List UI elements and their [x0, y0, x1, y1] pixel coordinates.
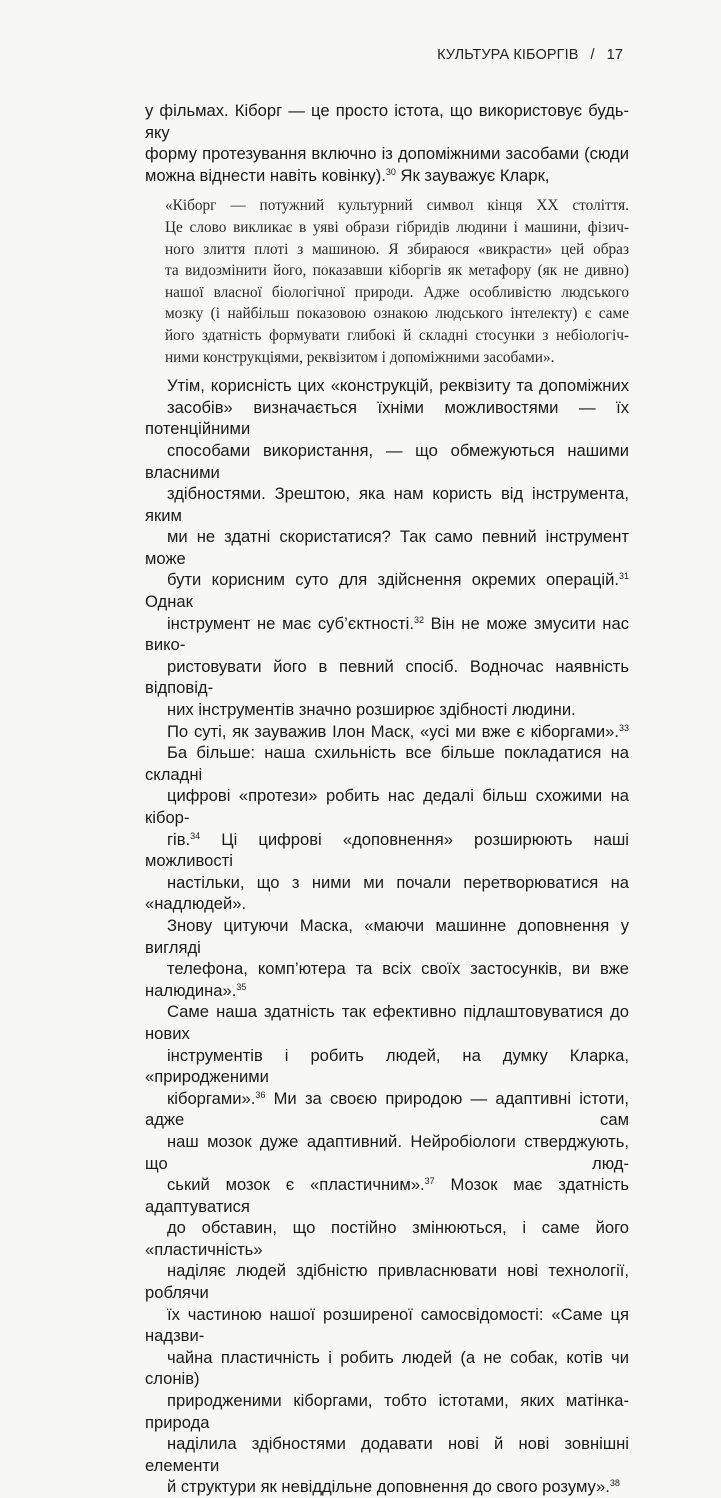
text-line: Ба більше: наша схильність все більше покладатися на складні	[145, 743, 629, 784]
quote-line: нашої власної біологічної природи. Адже особливістю людського	[165, 283, 629, 301]
quote-line: Це слово викликає в уяві образи гібридів людини і машини, фізич-	[165, 218, 629, 236]
text-fragment: інструмент не має суб’єктності.	[167, 613, 414, 633]
text-line: настільки, що з ними ми почали перетворюватися на «надлюдей».	[145, 872, 629, 914]
text-fragment: кіборгами».	[167, 1088, 256, 1108]
text-line: Утім, корисність цих «конструкцій, реквізиту та допоміжних	[167, 376, 629, 396]
text-fragment: Мозок має здатність адаптуватися	[145, 1175, 629, 1216]
quote-line: його здатність формувати глибокі й складні стосунки з небіологіч-	[165, 326, 629, 344]
text-line: інструментів і робить людей, на думку Кларка, «природженими	[145, 1045, 629, 1087]
running-header	[437, 47, 623, 63]
paragraph-2	[145, 375, 629, 721]
text-line: наділяє людей здібністю привласнювати нові технології, роблячи	[145, 1261, 629, 1303]
main-text	[145, 100, 629, 1498]
text-line	[145, 1174, 629, 1217]
footnote-ref-30[interactable]: 30	[385, 166, 396, 177]
footnote-ref-31[interactable]: 31	[618, 571, 629, 582]
text-line: наділила здібностями додавати нові й нові зовнішні елементи	[145, 1434, 629, 1475]
text-line: ми не здатні скористатися? Так само певний інструмент може	[145, 527, 629, 568]
text-fragment: й структури як невіддільне доповнення до свого розуму».	[167, 1477, 610, 1497]
text-line	[145, 1476, 629, 1498]
footnote-ref-33[interactable]: 33	[618, 722, 629, 733]
paragraph-3	[145, 721, 629, 1002]
text-fragment: можна віднести навіть ковінку).	[145, 165, 386, 185]
text-line: форму протезування включно із допоміжними засобами (сюди	[145, 144, 629, 164]
text-line	[145, 1088, 629, 1131]
text-fragment: Він не може змусити нас вико-	[145, 613, 629, 655]
text-line	[145, 829, 629, 872]
text-line	[145, 569, 629, 612]
text-line: чайна пластичність і робить людей (а не собак, котів чи слонів)	[145, 1347, 629, 1389]
paragraph-1	[145, 100, 629, 186]
text-line: природженими кіборгами, тобто істотами, яких матінка-природа	[145, 1391, 629, 1432]
text-fragment: Ці цифрові «доповнення» розширюють наші можливості	[145, 829, 629, 871]
footnote-ref-38[interactable]: 38	[609, 1478, 620, 1489]
text-line	[145, 613, 629, 656]
text-line: у фільмах. Кіборг — це просто істота, що використовує будь-яку	[145, 101, 629, 142]
text-line: до обставин, що постійно змінюються, і саме його «пластичність»	[145, 1218, 629, 1259]
text-fragment: гів.	[167, 829, 191, 849]
text-line: ристовувати його в певний спосіб. Водночас наявність відповід-	[145, 656, 629, 698]
header-separator: /	[590, 47, 595, 63]
text-line: засобів» визначається їхніми можливостями — їх потенційними	[145, 397, 629, 439]
block-quote	[165, 195, 629, 368]
text-fragment: Однак	[145, 592, 193, 612]
text-line: їх частиною нашої розширеної самосвідомості: «Саме ця надзви-	[145, 1304, 629, 1346]
text-line: Знову цитуючи Маска, «маючи машинне доповнення у вигляді	[145, 915, 629, 957]
text-fragment: По суті, як зауважив Ілон Маск, «усі ми вже є кіборгами».	[167, 721, 619, 741]
footnote-ref-37[interactable]: 37	[424, 1176, 435, 1187]
text-line: способами використання, — що обмежуються нашими власними	[145, 440, 629, 482]
text-line	[145, 165, 629, 187]
text-fragment: бути корисним суто для здійснення окремих операцій.	[167, 570, 619, 590]
chapter-title: КУЛЬТУРА КІБОРГІВ	[437, 47, 579, 63]
text-line: цифрові «протези» робить нас дедалі більш схожими на кібор-	[145, 786, 629, 827]
footnote-ref-34[interactable]: 34	[190, 830, 201, 841]
text-fragment: телефона, комп’ютера та всіх своїх застосунків, ви вже налюдина».	[145, 959, 629, 1000]
text-fragment: Як зауважує Кларк,	[395, 165, 550, 185]
text-fragment: ський мозок є «пластичним».	[167, 1175, 425, 1195]
quote-line: ного злиття плоті з машиною. Я збираюся «викрасти» цей образ	[165, 240, 629, 258]
footnote-ref-36[interactable]: 36	[255, 1089, 266, 1100]
quote-line: мозку (і найбільш показовою ознакою людського інтелекту) є саме	[165, 305, 629, 323]
quote-line: «Кіборг — потужний культурний символ кінця XX століття.	[165, 197, 629, 215]
text-line: них інструментів значно розширює здібності людини.	[167, 700, 576, 720]
footnote-ref-35[interactable]: 35	[236, 981, 247, 992]
text-line: здібностями. Зрештою, яка нам користь від інструмента, яким	[145, 484, 629, 525]
text-line	[145, 721, 629, 743]
paragraph-4	[145, 1001, 629, 1498]
text-line: Саме наша здатність так ефективно підлаштовуватися до нових	[145, 1002, 629, 1043]
text-line: наш мозок дуже адаптивний. Нейробіологи стверджують, що люд-	[145, 1131, 629, 1173]
footnote-ref-32[interactable]: 32	[413, 614, 424, 625]
quote-line: ними конструкціями, реквізитом і допоміжними засобами».	[165, 348, 555, 366]
page-number: 17	[606, 47, 623, 63]
text-fragment: Ми за своєю природою — адаптивні істоти, адже сам	[145, 1088, 629, 1130]
quote-line: та видозмінити його, показавши кіборгів як метафору (як не дивно)	[165, 262, 629, 280]
text-line	[145, 958, 629, 1001]
